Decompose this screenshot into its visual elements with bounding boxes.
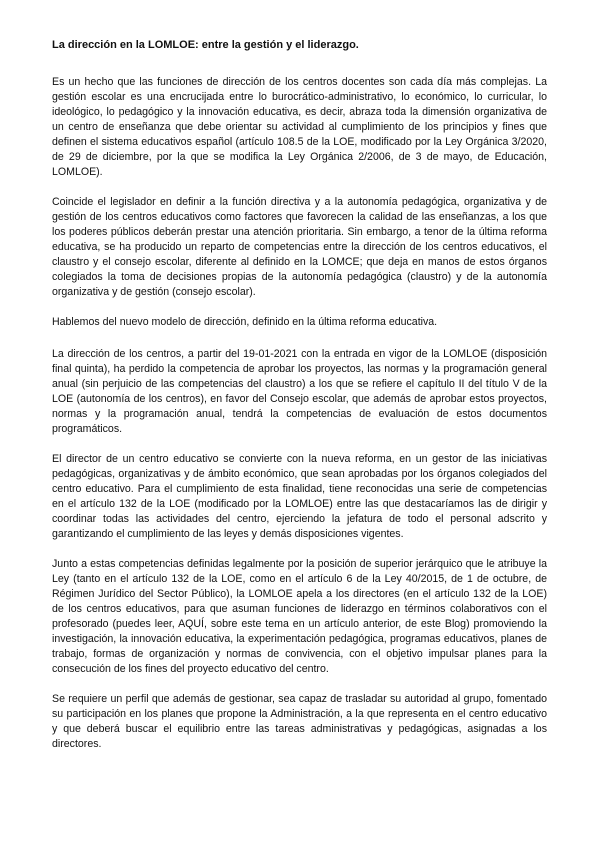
paragraph-6: Junto a estas competencias definidas legalmente por la posición de superior jerárquico que le atribuye la Ley (tanto en el artículo 132 de la LOE, como en el artículo 6 de la Ley 40/2015, de 1 de octubre, de Régimen Jurídico del Sector Público), la LOMLOE apela a los directores (en el artículo 132 de la LOE) de los centros educativos, para que asuman funciones de liderazgo en términos colaborativos con el profesorado (puedes leer, AQUÍ, sobre este tema en un artículo anterior, de este Blog) promoviendo la investigación, la innovación educativa, la experimentación pedagógica, programas educativos, planes de trabajo, formas de organización y normas de convivencia, con el objetivo impulsar planes para la consecución de los fines del proyecto educativo del centro.: [52, 558, 547, 675]
paragraph-2: Coincide el legislador en definir a la función directiva y a la autonomía pedagógica, organizativa y de gestión de los centros educativos como factores que favorecen la calidad de las enseñanzas, a los que los poderes públicos deberán prestar una atención prioritaria. Sin embargo, a tenor de la última reforma educativa, se ha producido un reparto de competencias entre la dirección de los centros educativos, el claustro y el consejo escolar, diferente al definido en la LOMCE; que deja en manos de estos órganos colegiados la toma de decisiones propias de la autonomía pedagógica (claustro) y de la autonomía organizativa y de gestión (consejo escolar).: [52, 196, 547, 298]
paragraph-1: Es un hecho que las funciones de dirección de los centros docentes son cada día más complejas. La gestión escolar es una encrucijada entre lo burocrático-administrativo, lo económico, lo curricular, lo ideológico, lo pedagógico y la innovación educativa, es decir, abraza toda la dimensión organizativa de un centro de enseñanza que debe orientar su actividad al cumplimiento de los principios y fines que definen el sistema educativos español (artículo 108.5 de la LOE, modificado por la Ley Orgánica 3/2020, de 29 de diciembre, por la que se modifica la Ley Orgánica 2/2006, de 3 de mayo, de Educación, LOMLOE).: [52, 76, 547, 178]
paragraph-3: Hablemos del nuevo modelo de dirección, definido en la última reforma educativa.: [52, 316, 438, 328]
paragraph-7: Se requiere un perfil que además de gestionar, sea capaz de trasladar su autoridad al grupo, fomentado su participación en los planes que propone la Administración, a la que representa en el centro educativo y que deberá buscar el equilibrio entre las tareas administrativas y pedagógicas, asignadas a los directores.: [52, 693, 547, 750]
document-title: La dirección en la LOMLOE: entre la gestión y el liderazgo.: [52, 39, 359, 51]
paragraph-4: La dirección de los centros, a partir del 19-01-2021 con la entrada en vigor de la LOMLOE (disposición final quinta), ha perdido la competencia de aprobar los proyectos, las normas y la programación general anual (sin perjuicio de las competencias del claustro) a los que se refiere el capítulo II del título V de la LOE (autonomía de los centros), en favor del Consejo escolar, que además de aprobar estos proyectos, normas y la programación anual, tendrá la competencias de evaluación de estos documentos programáticos.: [52, 348, 547, 435]
paragraph-5: El director de un centro educativo se convierte con la nueva reforma, en un gestor de las iniciativas pedagógicas, organizativas y de ámbito económico, que sean aprobadas por los órganos colegiados del centro educativo. Para el cumplimiento de esta finalidad, tiene reconocidas una serie de competencias en el artículo 132 de la LOE (modificado por la LOMLOE) entre las que destacaríamos las de dirigir y coordinar todas las actividades del centro, ejerciendo la jefatura de todo el personal adscrito y garantizando el cumplimiento de las leyes y demás disposiciones vigentes.: [52, 453, 547, 540]
document-body: [52, 38, 547, 767]
